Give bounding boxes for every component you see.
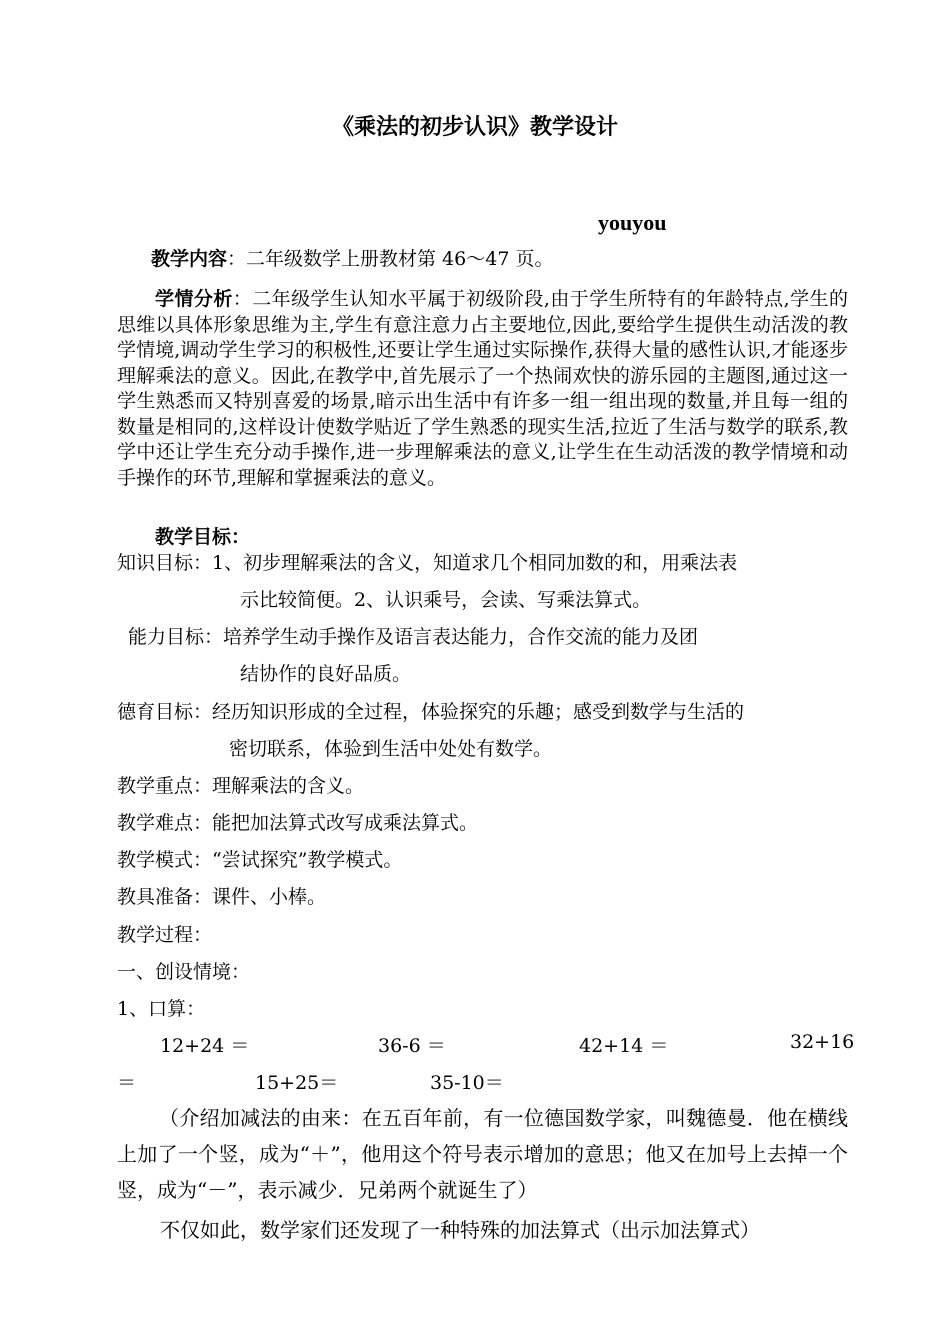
document-title: 《乘法的初步认识》教学设计 (331, 114, 618, 140)
teaching-content (117, 247, 848, 273)
knowledge-goal-line2: 示比较简便。2、认识乘号，会读、写乘法算式。 (240, 589, 652, 611)
history-intro: （介绍加减法的由来：在五百年前，有一位德国数学家，叫魏德曼．他在横线上加了一个竖，成为“＋”，他用这个符号表示增加的意思；他又在加号上去掉一个竖，成为“－”，表示减少．兄弟两个就诞生了） (117, 1106, 848, 1202)
oral-problem-equals: ＝ (117, 1072, 137, 1094)
ability-goal-line1: 能力目标：培养学生动手操作及语言表达能力，合作交流的能力及团 (128, 626, 699, 648)
ability-goal-line2: 结协作的良好品质。 (240, 663, 412, 685)
knowledge-goal-line1: 知识目标：1、初步理解乘法的含义，知道求几个相同加数的和，用乘法表 (117, 552, 738, 574)
oral-problem: 15+25＝ (255, 1072, 339, 1094)
student-analysis (117, 287, 848, 491)
moral-goal-line2: 密切联系，体验到生活中处处有数学。 (229, 738, 553, 760)
moral-goal-line1: 德育目标：经历知识形成的全过程，体验探究的乐趣；感受到数学与生活的 (117, 701, 745, 723)
difficulty: 教学难点：能把加法算式改写成乘法算式。 (117, 812, 479, 834)
key-point: 教学重点：理解乘法的含义。 (117, 775, 365, 797)
oral-problem: 36-6 ＝ (378, 1035, 446, 1057)
teaching-mode: 教学模式：“尝试探究”教学模式。 (117, 849, 403, 871)
student-analysis-text: ：二年级学生认知水平属于初级阶段,由于学生所特有的年龄特点,学生的思维以具体形象思维为主,学生有意注意力占主要地位,因此,要给学生提供生动活泼的教学情境,调动学生学习的积极性,还要让学生通过实际操作,获得大量的感性认识,才能逐步理解乘法的意义。因此,在教学中,首先展示了一个热闹欢快的游乐园的主题图,通过这一学生熟悉而又特别喜爱的场景,暗示出生活中有许多一组一组出现的数量,并且每一组的数量是相同的,这样设计使数学贴近了学生熟悉的现实生活,拉近了生活与数学的联系,教学中还让学生充分动手操作,进一步理解乘法的意义,让学生在生动活泼的教学情境和动手操作的环节,理解和掌握乘法的意义。 (117, 288, 848, 489)
oral-problem: 32+16 (790, 1031, 855, 1053)
oral-problem: 35-10＝ (430, 1072, 504, 1094)
teaching-content-text: ：二年级数学上册教材第 46～47 页。 (227, 248, 554, 270)
student-analysis-label: 学情分析 (155, 288, 233, 310)
goals-heading: 教学目标： (155, 526, 251, 548)
author-name: youyou (598, 210, 667, 235)
item-oral-calculation: 1、口算： (117, 998, 206, 1020)
special-addition-text: 不仅如此，数学家们还发现了一种特殊的加法算式（出示加法算式） (160, 1218, 760, 1242)
teaching-content-label: 教学内容 (151, 248, 228, 270)
teaching-process: 教学过程： (117, 924, 213, 946)
oral-problem: 42+14 ＝ (579, 1035, 669, 1057)
section-create-situation: 一、创设情境： (117, 961, 251, 983)
oral-problem: 12+24 ＝ (160, 1035, 250, 1057)
teaching-tools: 教具准备：课件、小棒。 (117, 886, 327, 908)
